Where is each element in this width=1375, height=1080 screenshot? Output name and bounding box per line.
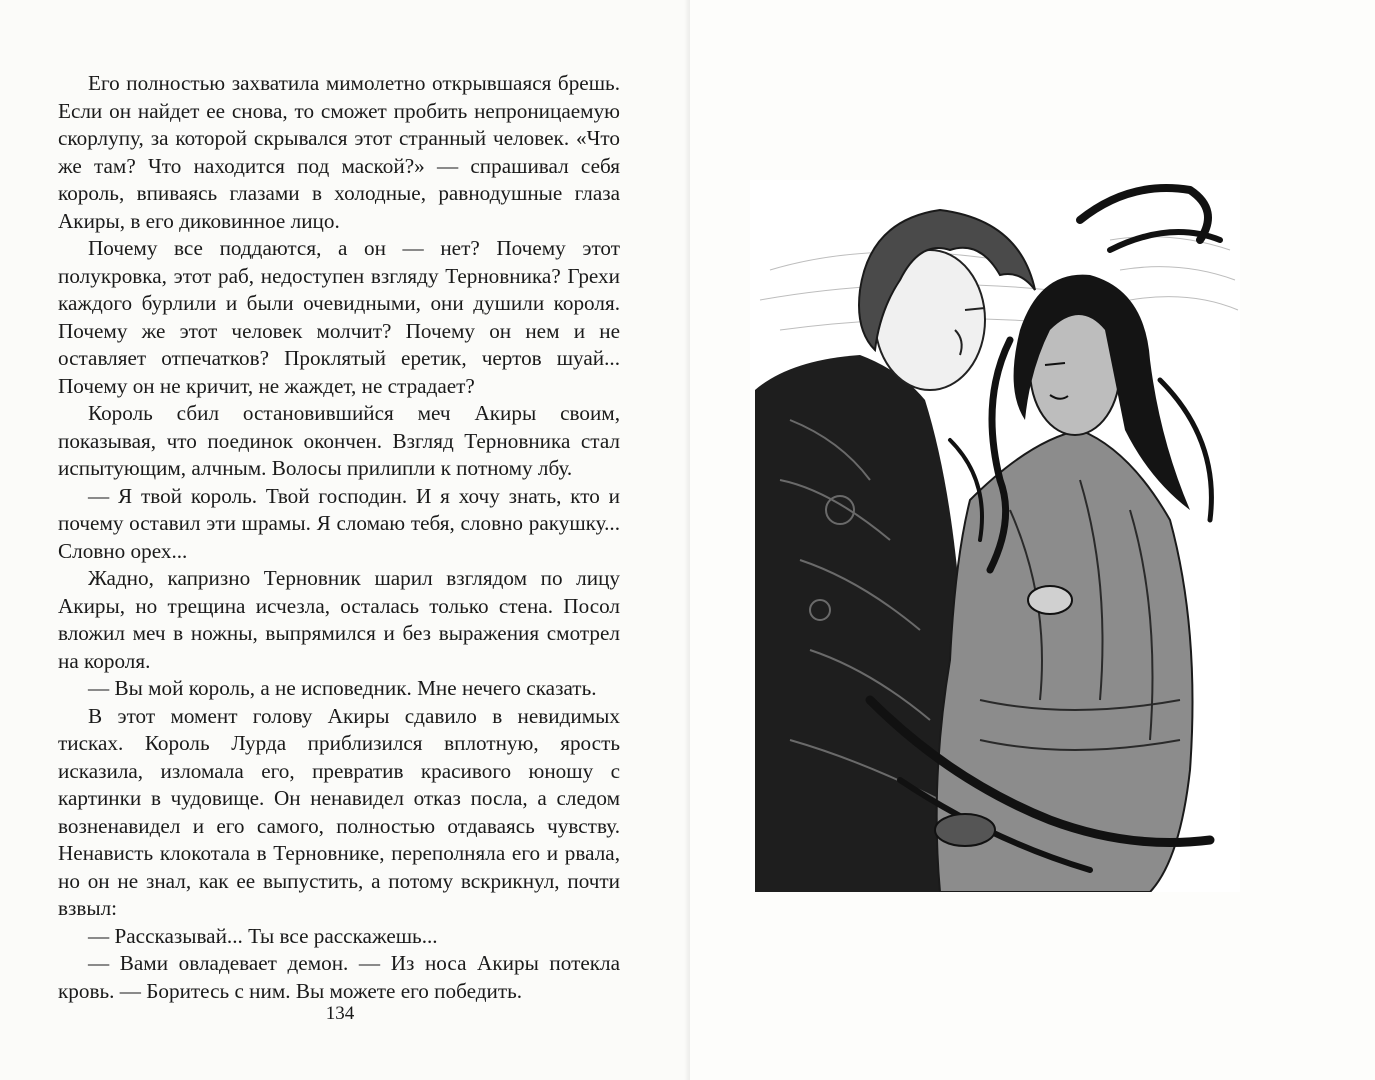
body-text — [58, 70, 620, 1005]
paragraph: В этот момент голову Акиры сдавило в невидимых тисках. Король Лурда приблизился вплотную, ярость исказила, изломала его, превратив красивого юношу с картинки в чудовище. Он ненавидел отказ посла, а следом возненавидел и его самого, полностью отдаваясь чувству. Ненависть клокотала в Терновнике, переполняла его и рвала, но он не знал, как ее выпустить, а потому вскрикнул, почти взвыл: — [58, 703, 620, 920]
paragraph: Его полностью захватила мимолетно открывшаяся брешь. Если он найдет ее снова, то сможет пробить непроницаемую скорлупу, за которой скрывался этот странный человек. «Что же там? Что находится под маской?» — спрашивал себя король, впиваясь глазами в холодные, равнодушные глаза Акиры, в его диковинное лицо. — [58, 71, 620, 233]
paragraph: Почему все поддаются, а он — нет? Почему этот полукровка, этот раб, недоступен взгляду Терновника? Грехи каждого бурлили и были очевидными, они душили короля. Почему же этот человек молчит? Почему он нем и не оставляет отпечатков? Проклятый еретик, чертов шуай... Почему он не кричит, не жаждет, не страдает? — [58, 236, 620, 398]
page-number: 134 — [325, 1003, 355, 1024]
paragraph: — Я твой король. Твой господин. И я хочу знать, кто и почему оставил эти шрамы. Я сломаю тебя, словно ракушку... Словно орех... — [58, 483, 620, 563]
paragraph: — Вы мой король, а не исповедник. Мне нечего сказать. — [88, 676, 597, 700]
ink-illustration-icon — [750, 180, 1240, 892]
paragraph: Жадно, капризно Терновник шарил взглядом по лицу Акиры, но трещина исчезла, осталась только стена. Посол вложил меч в ножны, выпрямился и без выражения смотрел на короля. — [58, 566, 620, 673]
paragraph: Король сбил остановившийся меч Акиры своим, показывая, что поединок окончен. Взгляд Терновника стал испытующим, алчным. Волосы прилипли к потному лбу. — [58, 401, 620, 480]
paragraph: — Рассказывай... Ты все расскажешь... — [88, 923, 438, 948]
paragraph: — Вами овладевает демон. — Из носа Акиры потекла кровь. — Боритесь с ним. Вы можете его победить. — [58, 951, 620, 1003]
